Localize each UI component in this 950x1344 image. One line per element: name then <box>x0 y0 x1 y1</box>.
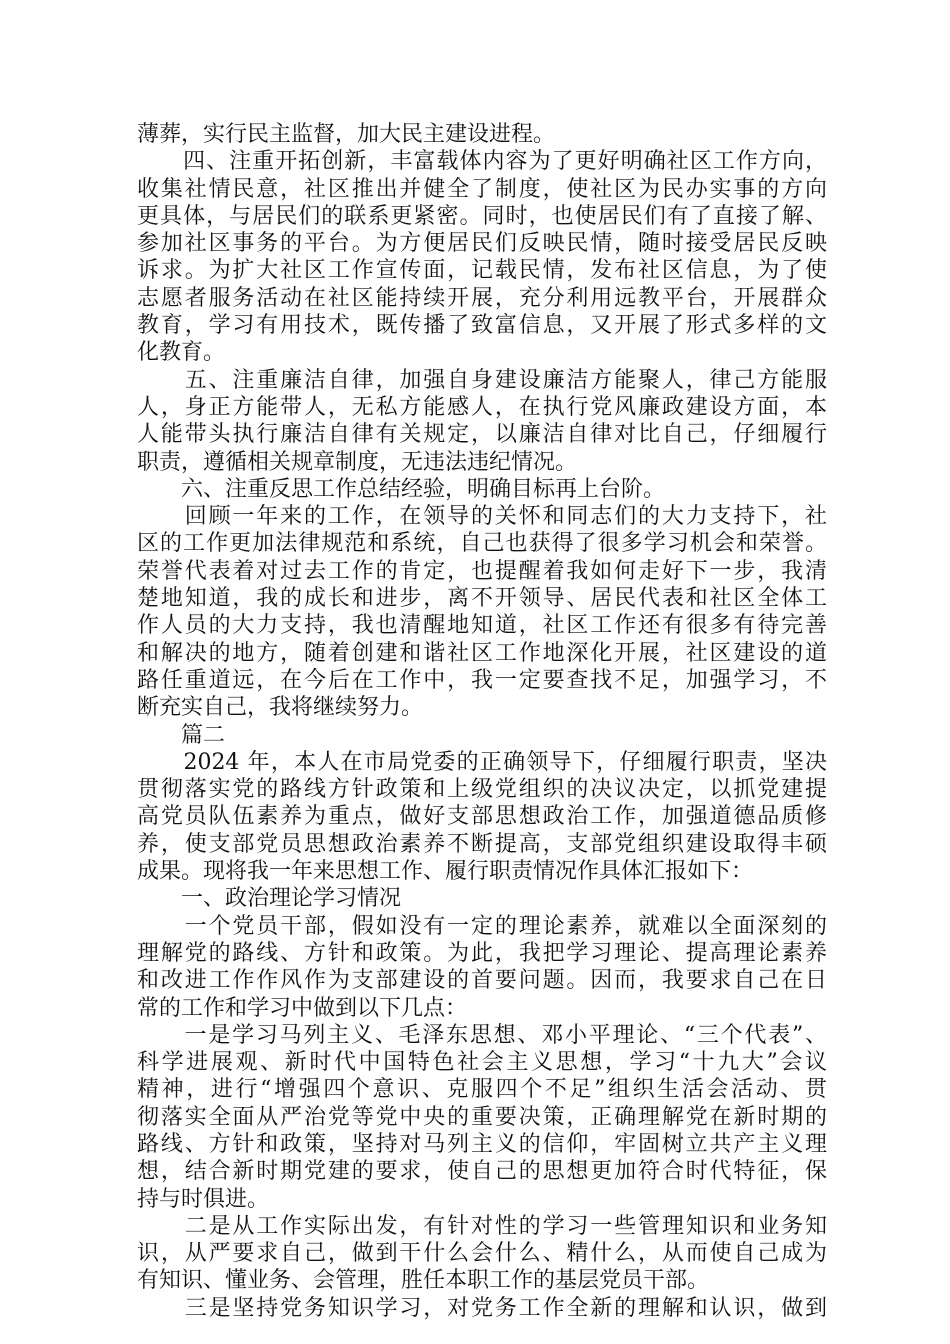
text-line: 有知识、懂业务、会管理，胜任本职工作的基层党员干部。 <box>137 1268 710 1294</box>
text-line: 持与时俱进。 <box>137 1186 270 1212</box>
text-line: 成果。现将我一年来思想工作、履行职责情况作具体汇报如下： <box>137 859 754 885</box>
text-line: 作人员的大力支持，我也清醒地知道，社区工作还有很多有待完善 <box>137 613 827 639</box>
text-line: 识，从严要求自己，做到干什么会什么、精什么，从而使自己成为 <box>137 1241 827 1267</box>
text-line: 养，使支部党员思想政治素养不断提高，支部党组织建设取得丰硕 <box>137 831 827 857</box>
text-line: 诉求。为扩大社区工作宣传面，记载民情，发布社区信息，为了使 <box>137 258 827 284</box>
text-line: 一、政治理论学习情况 <box>137 886 402 912</box>
text-line: 志愿者服务活动在社区能持续开展，充分利用远教平台，开展群众 <box>137 285 827 311</box>
text-line: 路任重道远，在今后在工作中，我一定要查找不足，加强学习，不 <box>137 667 827 693</box>
text-line: 二是从工作实际出发，有针对性的学习一些管理知识和业务知 <box>137 1213 827 1239</box>
text-line: 荣誉代表着对过去工作的肯定，也提醒着我如何走好下一步，我清 <box>137 558 827 584</box>
text-line: 精神，进行“增强四个意识、克服四个不足”组织生活会活动、贯 <box>137 1077 827 1103</box>
text-line: 三是坚持党务知识学习，对党务工作全新的理解和认识，做到 <box>137 1295 827 1321</box>
text-line: 贯彻落实党的路线方针政策和上级党组织的决议决定，以抓党建提 <box>137 777 827 803</box>
text-line: 人能带头执行廉洁自律有关规定，以廉洁自律对比自己，仔细履行 <box>137 422 827 448</box>
text-line: 化教育。 <box>137 340 226 366</box>
text-line: 彻落实全面从严治党等党中央的重要决策，正确理解党在新时期的 <box>137 1104 827 1130</box>
text-line: 收集社情民意，社区推出并健全了制度，使社区为民办实事的方向 <box>137 176 827 202</box>
text-line: 更具体，与居民们的联系更紧密。同时，也使居民们有了直接了解、 <box>137 203 827 229</box>
text-line: 六、注重反思工作总结经验，明确目标再上台阶。 <box>137 476 666 502</box>
text-line: 区的工作更加法律规范和系统，自己也获得了很多学习机会和荣誉。 <box>137 531 827 557</box>
text-line: 职责，遵循相关规章制度，无违法违纪情况。 <box>137 449 578 475</box>
text-line: 科学进展观、新时代中国特色社会主义思想，学习“十九大”会议 <box>137 1050 827 1076</box>
text-line: 教育，学习有用技术，既传播了致富信息，又开展了形式多样的文 <box>137 313 827 339</box>
text-line: 五、注重廉洁自律，加强自身建设廉洁方能聚人，律己方能服 <box>137 367 827 393</box>
text-line: 断充实自己，我将继续努力。 <box>137 695 424 721</box>
text-line: 一个党员干部，假如没有一定的理论素养，就难以全面深刻的 <box>137 913 827 939</box>
text-line: 想，结合新时期党建的要求，使自己的思想更加符合时代特征，保 <box>137 1159 827 1185</box>
text-line: 一是学习马列主义、毛泽东思想、邓小平理论、“三个代表”、 <box>137 1022 827 1048</box>
text-line: 路线、方针和政策，坚持对马列主义的信仰，牢固树立共产主义理 <box>137 1131 827 1157</box>
text-line: 参加社区事务的平台。为方便居民们反映民情，随时接受居民反映 <box>137 231 827 257</box>
text-line: 理解党的路线、方针和政策。为此，我把学习理论、提高理论素养 <box>137 940 827 966</box>
text-line: 四、注重开拓创新，丰富载体内容为了更好明确社区工作方向， <box>137 149 827 175</box>
text-line: 人，身正方能带人，无私方能感人，在执行党风廉政建设方面，本 <box>137 394 827 420</box>
text-line: 和改进工作作风作为支部建设的首要问题。因而，我要求自己在日 <box>137 968 827 994</box>
text-line: 回顾一年来的工作，在领导的关怀和同志们的大力支持下，社 <box>137 504 827 530</box>
text-line: 薄葬，实行民主监督，加大民主建设进程。 <box>137 122 556 147</box>
text-line: 楚地知道，我的成长和进步，离不开领导、居民代表和社区全体工 <box>137 586 827 612</box>
text-line: 2024 年，本人在市局党委的正确领导下，仔细履行职责，坚决 <box>137 749 827 775</box>
text-line: 篇二 <box>137 722 226 748</box>
text-line: 和解决的地方，随着创建和谐社区工作地深化开展，社区建设的道 <box>137 640 827 666</box>
document-body <box>137 121 827 1322</box>
text-line: 常的工作和学习中做到以下几点： <box>137 995 468 1021</box>
text-line: 高党员队伍素养为重点，做好支部思想政治工作，加强道德品质修 <box>137 804 827 830</box>
